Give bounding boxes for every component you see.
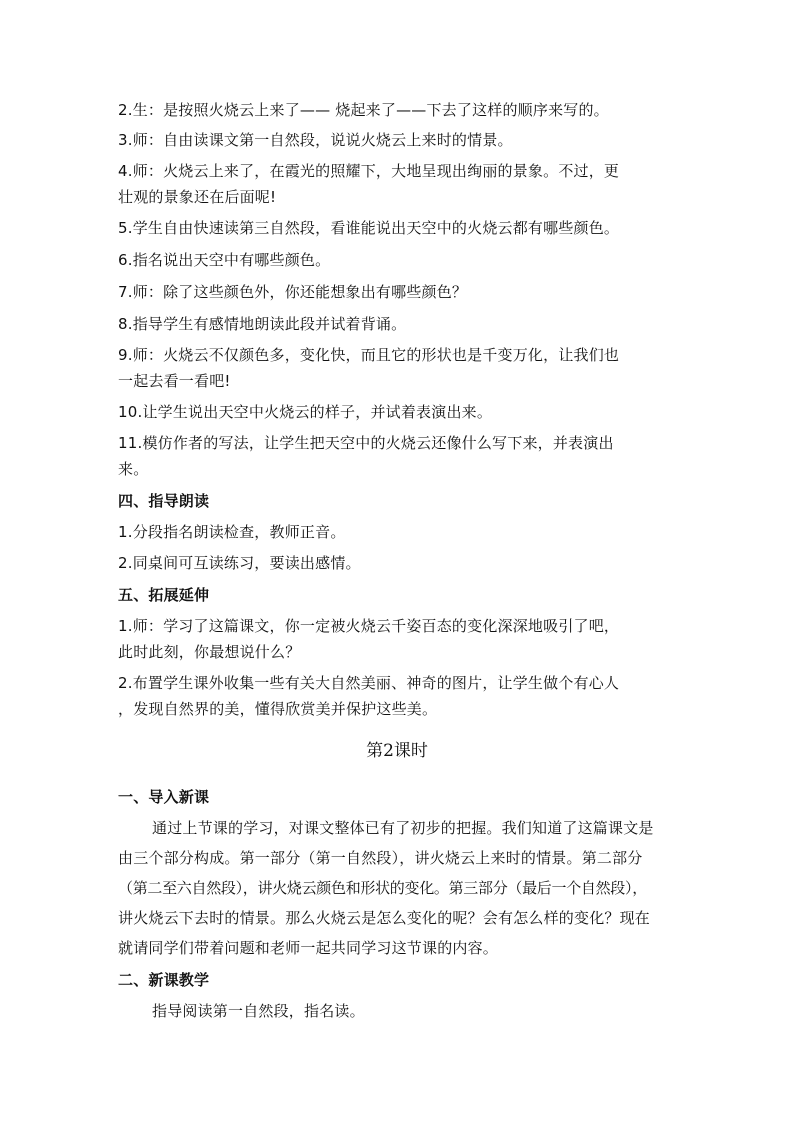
section-4-item-1: 1.分段指名朗读检查，教师正音。	[118, 523, 346, 541]
section-4-heading: 四、指导朗读	[118, 492, 210, 510]
lesson-2-section-1-heading: 一、导入新课	[118, 788, 210, 806]
list-item-9: 9.师：火烧云不仅颜色多，变化快，而且它的形状也是千变万化，让我们也	[118, 346, 620, 364]
list-item-4: 4.师：火烧云上来了，在霞光的照耀下，大地呈现出绚丽的景象。不过，更	[118, 162, 620, 180]
lesson-2-intro-paragraph-line-4: 讲火烧云下去时的情景。那么火烧云是怎么变化的呢？会有怎么样的变化？现在	[118, 909, 651, 927]
section-5-item-2: 2.布置学生课外收集一些有关大自然美丽、神奇的图片，让学生做个有心人	[118, 674, 620, 692]
list-item-9-cont: 一起去看一看吧!	[118, 372, 231, 390]
lesson-2-intro-paragraph-line-2: 由三个部分构成。第一部分（第一自然段），讲火烧云上来时的情景。第二部分	[118, 849, 643, 867]
list-item-10: 10.让学生说出天空中火烧云的样子，并试着表演出来。	[118, 403, 493, 421]
list-item-3: 3.师：自由读课文第一自然段，说说火烧云上来时的情景。	[118, 131, 513, 149]
section-5-item-1-cont: 此时此刻，你最想说什么？	[118, 643, 301, 661]
list-item-11-cont: 来。	[118, 460, 149, 478]
lesson-2-intro-paragraph-line-1: 通过上节课的学习，对课文整体已有了初步的把握。我们知道了这篇课文是	[152, 819, 654, 837]
lesson-2-title: 第2课时	[366, 741, 428, 761]
list-item-5: 5.学生自由快速读第三自然段，看谁能说出天空中的火烧云都有哪些颜色。	[118, 219, 620, 237]
list-item-4-cont: 壮观的景象还在后面呢!	[118, 188, 277, 206]
lesson-2-intro-paragraph-line-5: 就请同学们带着问题和老师一起共同学习这节课的内容。	[118, 939, 499, 957]
lesson-2-intro-paragraph-line-3: （第二至六自然段），讲火烧云颜色和形状的变化。第三部分（最后一个自然段），	[118, 879, 647, 897]
section-5-item-2-cont: ，发现自然界的美，懂得欣赏美并保护这些美。	[118, 700, 438, 718]
list-item-11: 11.模仿作者的写法，让学生把天空中的火烧云还像什么写下来，并表演出	[118, 434, 614, 452]
section-5-heading: 五、拓展延伸	[118, 586, 210, 604]
lesson-2-section-2-paragraph: 指导阅读第一自然段，指名读。	[152, 1002, 365, 1020]
list-item-2: 2.生：是按照火烧云上来了—— 烧起来了——下去了这样的顺序来写的。	[118, 101, 609, 119]
section-4-item-2: 2.同桌间可互读练习，要读出感情。	[118, 554, 361, 572]
list-item-8: 8.指导学生有感情地朗读此段并试着背诵。	[118, 315, 407, 333]
list-item-7: 7.师：除了这些颜色外，你还能想象出有哪些颜色？	[118, 283, 468, 301]
section-5-item-1: 1.师：学习了这篇课文，你一定被火烧云千姿百态的变化深深地吸引了吧，	[118, 617, 620, 635]
list-item-6: 6.指名说出天空中有哪些颜色。	[118, 251, 331, 269]
lesson-2-section-2-heading: 二、新课教学	[118, 971, 210, 989]
